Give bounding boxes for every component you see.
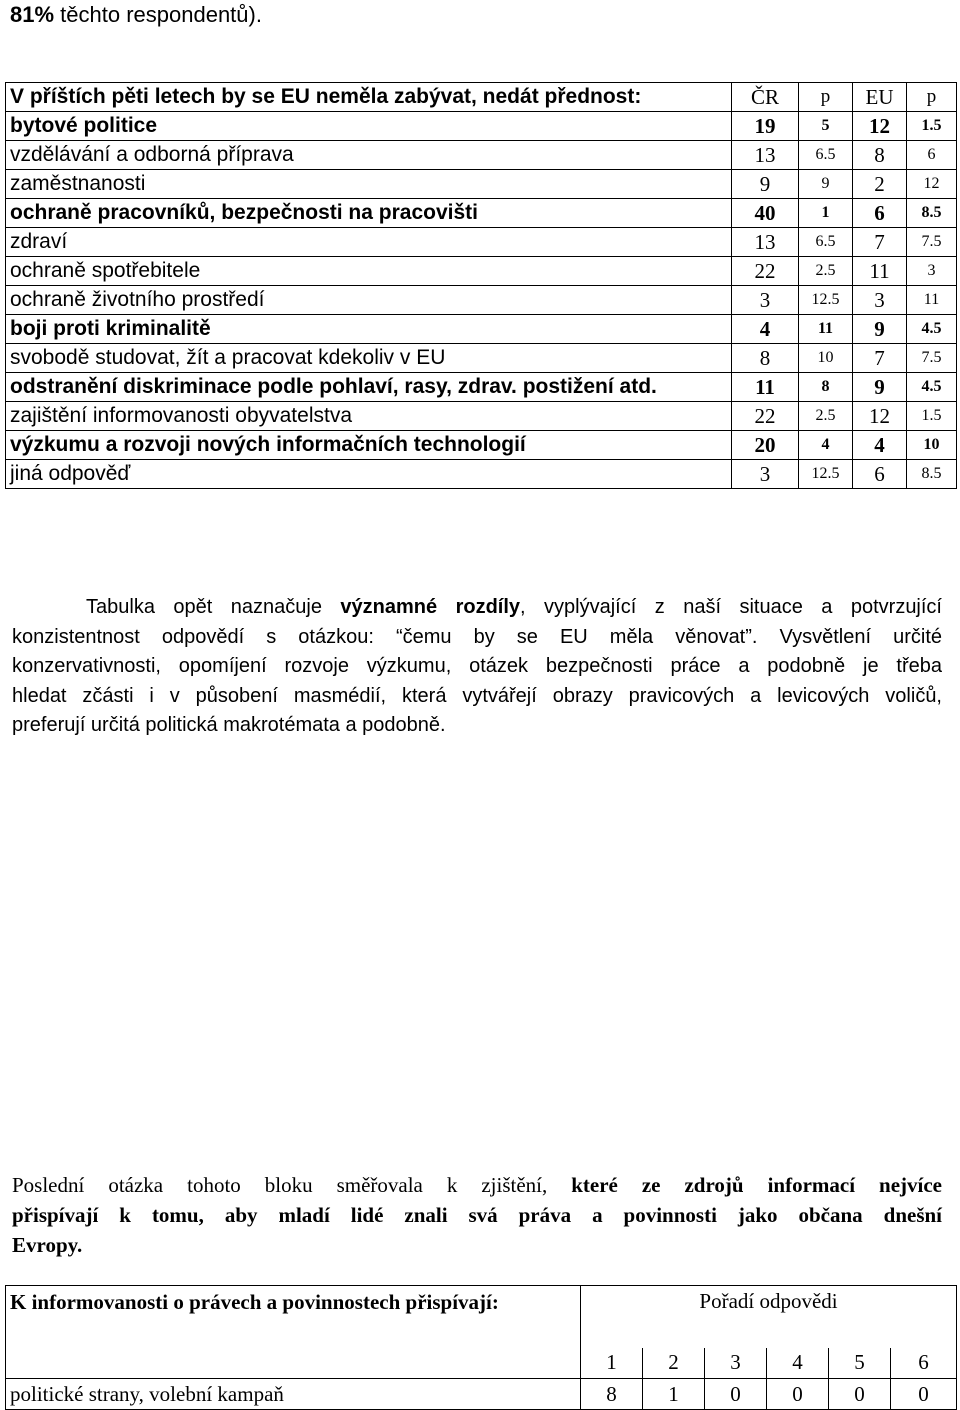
cr-rank: 4: [799, 431, 853, 460]
eu-rank: 8.5: [907, 199, 957, 228]
paragraph-line: konzervativnosti, opomíjení rozvoje výzkumu, otázek bezpečnosti práce a podobně je třeba: [12, 655, 942, 677]
eu-value: 2: [853, 170, 907, 199]
table-header-row: [6, 1286, 957, 1348]
intro-line: [10, 2, 262, 28]
rank-count: 0: [891, 1379, 957, 1410]
header-label: K informovanosti o právech a povinnostech přispívají:: [6, 1286, 581, 1379]
cr-value: 11: [732, 373, 799, 402]
row-label: vzdělávání a odborná příprava: [6, 141, 732, 170]
table-row: [6, 170, 957, 199]
cr-value: 4: [732, 315, 799, 344]
row-label: ochraně životního prostředí: [6, 286, 732, 315]
table-row: [6, 199, 957, 228]
table-row: [6, 228, 957, 257]
cr-rank: 12.5: [799, 286, 853, 315]
rank-count: 0: [705, 1379, 767, 1410]
cr-value: 40: [732, 199, 799, 228]
rank-count: 8: [581, 1379, 643, 1410]
table-row: [6, 286, 957, 315]
paragraph-line: přispívají k tomu, aby mladí lidé znali svá práva a povinnosti jako občana dnešní: [12, 1203, 942, 1227]
header-p1: p: [799, 83, 853, 112]
cr-value: 22: [732, 402, 799, 431]
cr-rank: 6.5: [799, 141, 853, 170]
cr-value: 13: [732, 141, 799, 170]
cr-value: 3: [732, 286, 799, 315]
eu-value: 12: [853, 402, 907, 431]
paragraph-line: [12, 593, 942, 623]
rank-header: 2: [643, 1348, 705, 1379]
cr-rank: 10: [799, 344, 853, 373]
rank-header: 4: [767, 1348, 829, 1379]
cr-value: 9: [732, 170, 799, 199]
table-row: [6, 315, 957, 344]
cr-value: 20: [732, 431, 799, 460]
paragraph-line: hledat zčásti i v působení masmédií, která vytvářejí obrazy pravicových a levicových voličů,: [12, 684, 942, 707]
paragraph-line: preferují určitá politická makrotémata a podobně.: [12, 714, 446, 736]
information-sources-table: [5, 1285, 957, 1410]
eu-rank: 12: [907, 170, 957, 199]
eu-rank: 10: [907, 431, 957, 460]
rank-count: 1: [643, 1379, 705, 1410]
eu-value: 6: [853, 199, 907, 228]
cr-value: 19: [732, 112, 799, 141]
row-label: zdraví: [6, 228, 732, 257]
row-label: jiná odpověď: [6, 460, 732, 489]
cr-rank: 2.5: [799, 402, 853, 431]
paragraph-line: [12, 1170, 942, 1200]
table-header-row: [6, 83, 957, 112]
rank-count: 0: [767, 1379, 829, 1410]
intro-rest: těchto respondentů).: [54, 2, 262, 27]
cr-rank: 6.5: [799, 228, 853, 257]
cr-value: 8: [732, 344, 799, 373]
table-row: [6, 373, 957, 402]
eu-value: 9: [853, 315, 907, 344]
header-rank: Pořadí odpovědi: [581, 1286, 957, 1348]
cr-rank: 11: [799, 315, 853, 344]
cr-value: 13: [732, 228, 799, 257]
rank-header: 5: [829, 1348, 891, 1379]
row-label: výzkumu a rozvoji nových informačních technologií: [6, 431, 732, 460]
paragraph-question-intro: [12, 1170, 942, 1260]
cr-rank: 8: [799, 373, 853, 402]
table-row: [6, 257, 957, 286]
row-label: bytové politice: [6, 112, 732, 141]
paragraph-line: Evropy.: [12, 1233, 83, 1257]
table-row: [6, 460, 957, 489]
header-p2: p: [907, 83, 957, 112]
priorities-table: [5, 82, 957, 489]
eu-rank: 4.5: [907, 315, 957, 344]
paragraph-text: , vyplývající z naší situace a potvrzující: [520, 596, 942, 618]
eu-value: 6: [853, 460, 907, 489]
table-row: [6, 1379, 957, 1410]
paragraph-analysis: [12, 593, 942, 741]
intro-percent: 81%: [10, 2, 55, 27]
eu-rank: 4.5: [907, 373, 957, 402]
eu-rank: 11: [907, 286, 957, 315]
eu-rank: 1.5: [907, 112, 957, 141]
row-label: odstranění diskriminace podle pohlaví, rasy, zdrav. postižení atd.: [6, 373, 732, 402]
eu-rank: 7.5: [907, 344, 957, 373]
table-row: [6, 141, 957, 170]
eu-rank: 8.5: [907, 460, 957, 489]
cr-value: 22: [732, 257, 799, 286]
eu-value: 7: [853, 228, 907, 257]
table-row: [6, 431, 957, 460]
eu-value: 8: [853, 141, 907, 170]
header-question: V příštích pěti letech by se EU neměla zabývat, nedát přednost:: [6, 83, 732, 112]
row-label: politické strany, volební kampaň: [6, 1379, 581, 1410]
header-eu: EU: [853, 83, 907, 112]
eu-rank: 6: [907, 141, 957, 170]
table-row: [6, 112, 957, 141]
eu-value: 7: [853, 344, 907, 373]
cr-rank: 5: [799, 112, 853, 141]
paragraph-line: konzistentnost odpovědí s otázkou: “čemu by se EU měla věnovat”. Vysvětlení určité: [12, 625, 942, 648]
row-label: boji proti kriminalitě: [6, 315, 732, 344]
eu-value: 4: [853, 431, 907, 460]
header-cr: ČR: [732, 83, 799, 112]
row-label: ochraně spotřebitele: [6, 257, 732, 286]
row-label: zaměstnanosti: [6, 170, 732, 199]
row-label: svobodě studovat, žít a pracovat kdekoliv v EU: [6, 344, 732, 373]
row-label: zajištění informovanosti obyvatelstva: [6, 402, 732, 431]
cr-rank: 9: [799, 170, 853, 199]
paragraph-text: Poslední otázka tohoto bloku směřovala k zjištění,: [12, 1173, 572, 1197]
table-row: [6, 344, 957, 373]
paragraph-emphasis: významné rozdíly: [340, 596, 521, 618]
rank-header: 1: [581, 1348, 643, 1379]
eu-rank: 3: [907, 257, 957, 286]
cr-rank: 12.5: [799, 460, 853, 489]
row-label: ochraně pracovníků, bezpečnosti na pracovišti: [6, 199, 732, 228]
paragraph-emphasis: které ze zdrojů informací nejvíce: [571, 1173, 943, 1197]
cr-rank: 2.5: [799, 257, 853, 286]
cr-rank: 1: [799, 199, 853, 228]
eu-value: 3: [853, 286, 907, 315]
eu-value: 9: [853, 373, 907, 402]
eu-value: 12: [853, 112, 907, 141]
eu-value: 11: [853, 257, 907, 286]
eu-rank: 1.5: [907, 402, 957, 431]
rank-count: 0: [829, 1379, 891, 1410]
rank-header: 6: [891, 1348, 957, 1379]
paragraph-text: Tabulka opět naznačuje: [86, 596, 341, 618]
eu-rank: 7.5: [907, 228, 957, 257]
table-row: [6, 402, 957, 431]
cr-value: 3: [732, 460, 799, 489]
rank-header: 3: [705, 1348, 767, 1379]
